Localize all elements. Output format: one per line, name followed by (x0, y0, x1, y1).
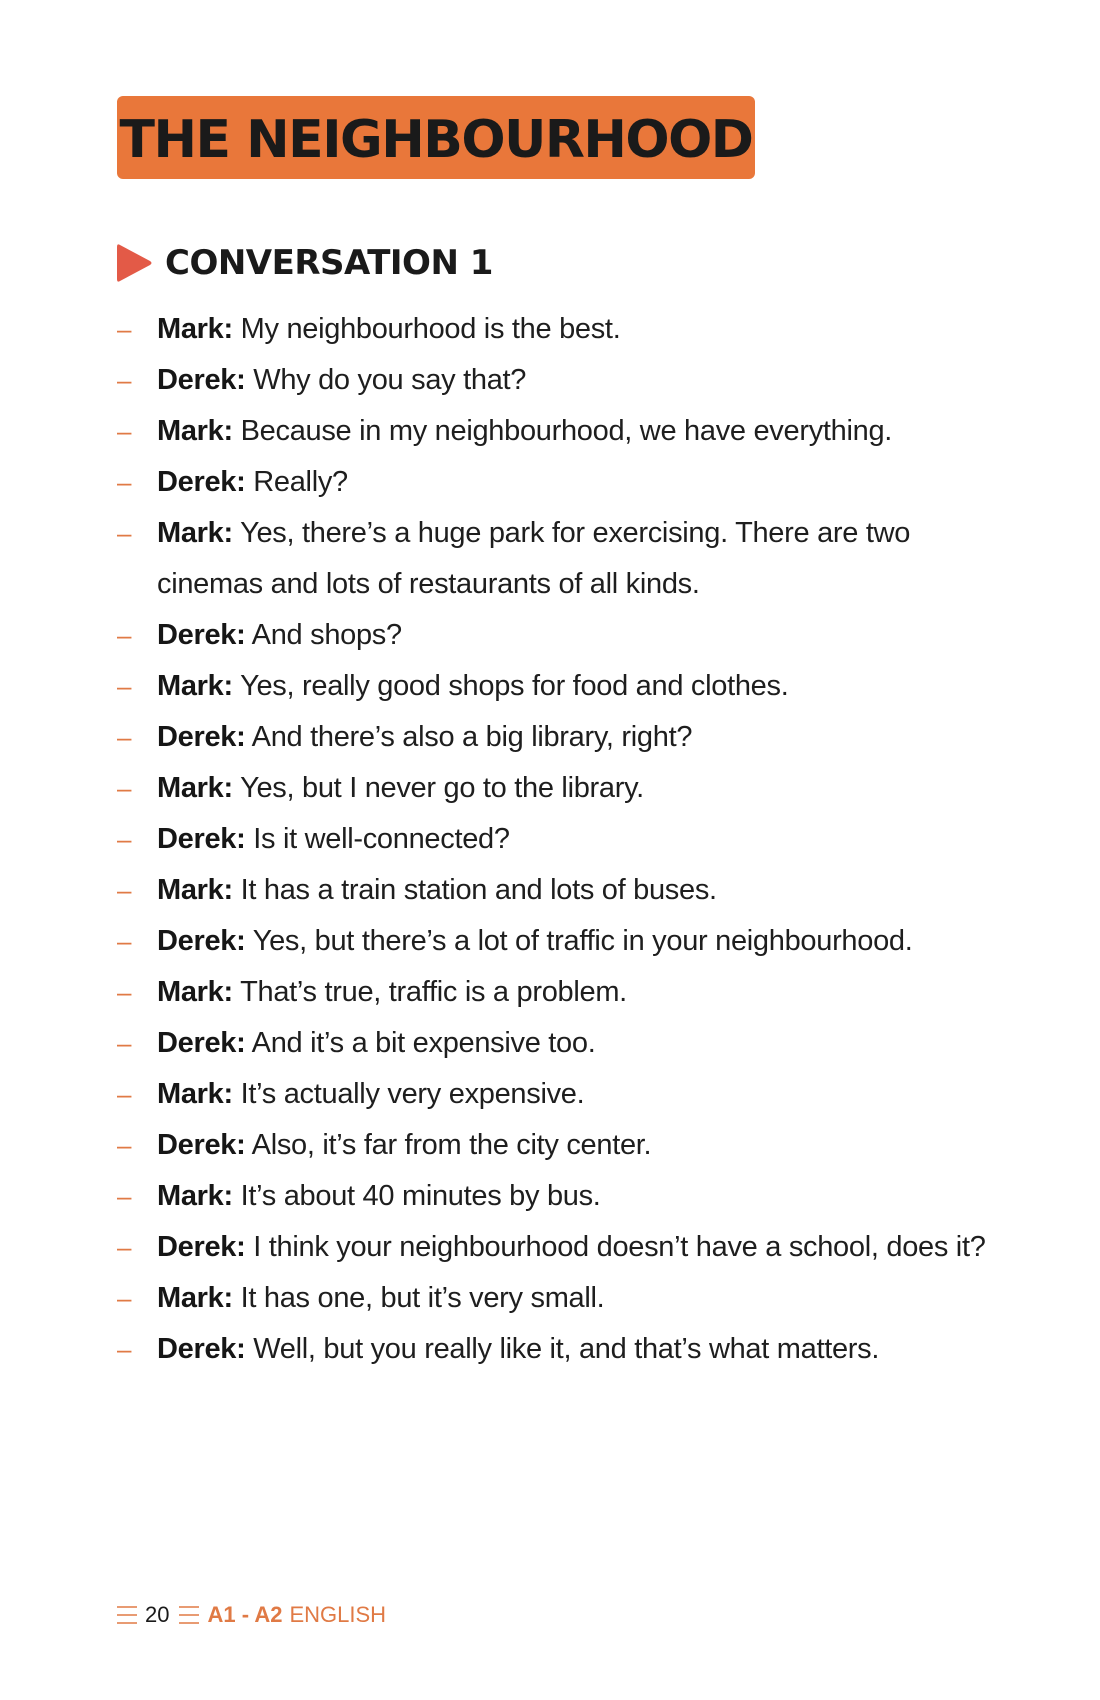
line-text (157, 661, 997, 712)
dialogue-line (117, 1120, 997, 1171)
utterance: Yes, really good shops for food and clothes. (240, 670, 789, 702)
dash-marker: – (117, 467, 132, 497)
speaker-name: Derek: (157, 1333, 246, 1365)
line-text (157, 610, 997, 661)
utterance: My neighbourhood is the best. (240, 313, 621, 345)
dash-marker: – (117, 773, 132, 803)
speaker-name: Mark: (157, 772, 233, 804)
dialogue-line (117, 661, 997, 712)
utterance: It’s about 40 minutes by bus. (240, 1180, 601, 1212)
line-text (157, 508, 997, 610)
utterance: Is it well-connected? (253, 823, 510, 855)
speaker-name: Mark: (157, 313, 233, 345)
utterance: It has a train station and lots of buses. (240, 874, 717, 906)
speaker-name: Derek: (157, 364, 246, 396)
dialogue-line (117, 1069, 997, 1120)
line-text (157, 865, 997, 916)
page-number: 20 (145, 1602, 170, 1627)
section-title: CONVERSATION 1 (165, 243, 493, 283)
line-text (157, 1171, 997, 1222)
speaker-name: Mark: (157, 517, 233, 549)
dash-marker: – (117, 722, 132, 752)
utterance: Well, but you really like it, and that’s what matters. (253, 1333, 880, 1365)
line-text (157, 712, 997, 763)
triple-line-icon (117, 1605, 137, 1625)
dash-marker: – (117, 1079, 132, 1109)
triple-line-icon (179, 1605, 199, 1625)
dialogue-line (117, 457, 997, 508)
dialogue-line (117, 967, 997, 1018)
utterance: I think your neighbourhood doesn’t have a school, does it? (253, 1231, 986, 1263)
line-text (157, 406, 997, 457)
utterance: Really? (253, 466, 348, 498)
speaker-name: Mark: (157, 1282, 233, 1314)
dash-marker: – (117, 365, 132, 395)
utterance: Yes, but there’s a lot of traffic in your neighbourhood. (252, 925, 913, 957)
speaker-name: Derek: (157, 1027, 246, 1059)
dialogue-line (117, 1222, 997, 1273)
dash-marker: – (117, 416, 132, 446)
line-text (157, 763, 997, 814)
dash-marker: – (117, 1028, 132, 1058)
utterance: Yes, there’s a huge park for exercising. There are two cinemas and lots of restaurants of all kinds. (157, 517, 911, 600)
dash-marker: – (117, 1181, 132, 1211)
section-header (117, 238, 493, 288)
dash-marker: – (117, 518, 132, 548)
line-text (157, 304, 997, 355)
utterance: And shops? (251, 619, 402, 651)
dash-marker: – (117, 875, 132, 905)
speaker-name: Mark: (157, 874, 233, 906)
level-label: A1 - A2 (207, 1602, 283, 1627)
utterance: And there’s also a big library, right? (251, 721, 693, 753)
dash-marker: – (117, 1334, 132, 1364)
dialogue-line (117, 1018, 997, 1069)
utterance: Because in my neighbourhood, we have everything. (240, 415, 893, 447)
speaker-name: Derek: (157, 823, 246, 855)
dialogue-line (117, 1171, 997, 1222)
dash-marker: – (117, 977, 132, 1007)
book-name: ENGLISH (289, 1602, 387, 1627)
page-footer (117, 1600, 386, 1630)
dialogue-line (117, 814, 997, 865)
speaker-name: Derek: (157, 619, 246, 651)
speaker-name: Mark: (157, 670, 233, 702)
dash-marker: – (117, 1232, 132, 1262)
speaker-name: Mark: (157, 1180, 233, 1212)
page-title: THE NEIGHBOURHOOD (119, 109, 753, 170)
speaker-name: Mark: (157, 976, 233, 1008)
line-text (157, 1018, 997, 1069)
speaker-name: Derek: (157, 721, 246, 753)
speaker-name: Derek: (157, 466, 246, 498)
dialogue-line (117, 865, 997, 916)
dash-marker: – (117, 926, 132, 956)
dialogue-line (117, 304, 997, 355)
dialogue-list (117, 304, 997, 1375)
dialogue-line (117, 712, 997, 763)
dialogue-line (117, 916, 997, 967)
dialogue-line (117, 406, 997, 457)
dialogue-line (117, 355, 997, 406)
line-text (157, 1222, 997, 1273)
dash-marker: – (117, 314, 132, 344)
utterance: That’s true, traffic is a problem. (240, 976, 627, 1008)
dialogue-line (117, 1324, 997, 1375)
line-text (157, 1273, 997, 1324)
speaker-name: Mark: (157, 1078, 233, 1110)
utterance: Why do you say that? (253, 364, 527, 396)
utterance: Also, it’s far from the city center. (251, 1129, 652, 1161)
utterance: It has one, but it’s very small. (240, 1282, 605, 1314)
line-text (157, 355, 997, 406)
line-text (157, 1324, 997, 1375)
dash-marker: – (117, 620, 132, 650)
line-text (157, 457, 997, 508)
dialogue-line (117, 763, 997, 814)
dash-marker: – (117, 1130, 132, 1160)
line-text (157, 814, 997, 865)
line-text (157, 1120, 997, 1171)
speaker-name: Mark: (157, 415, 233, 447)
utterance: And it’s a bit expensive too. (251, 1027, 596, 1059)
line-text (157, 967, 997, 1018)
dash-marker: – (117, 671, 132, 701)
utterance: Yes, but I never go to the library. (240, 772, 644, 804)
dialogue-line (117, 610, 997, 661)
dash-marker: – (117, 824, 132, 854)
dialogue-line (117, 1273, 997, 1324)
speaker-name: Derek: (157, 925, 246, 957)
line-text (157, 1069, 997, 1120)
speaker-name: Derek: (157, 1231, 246, 1263)
play-triangle-icon (117, 242, 153, 284)
utterance: It’s actually very expensive. (240, 1078, 585, 1110)
dash-marker: – (117, 1283, 132, 1313)
speaker-name: Derek: (157, 1129, 246, 1161)
page-title-banner (117, 96, 755, 179)
dialogue-line (117, 508, 997, 610)
line-text (157, 916, 997, 967)
